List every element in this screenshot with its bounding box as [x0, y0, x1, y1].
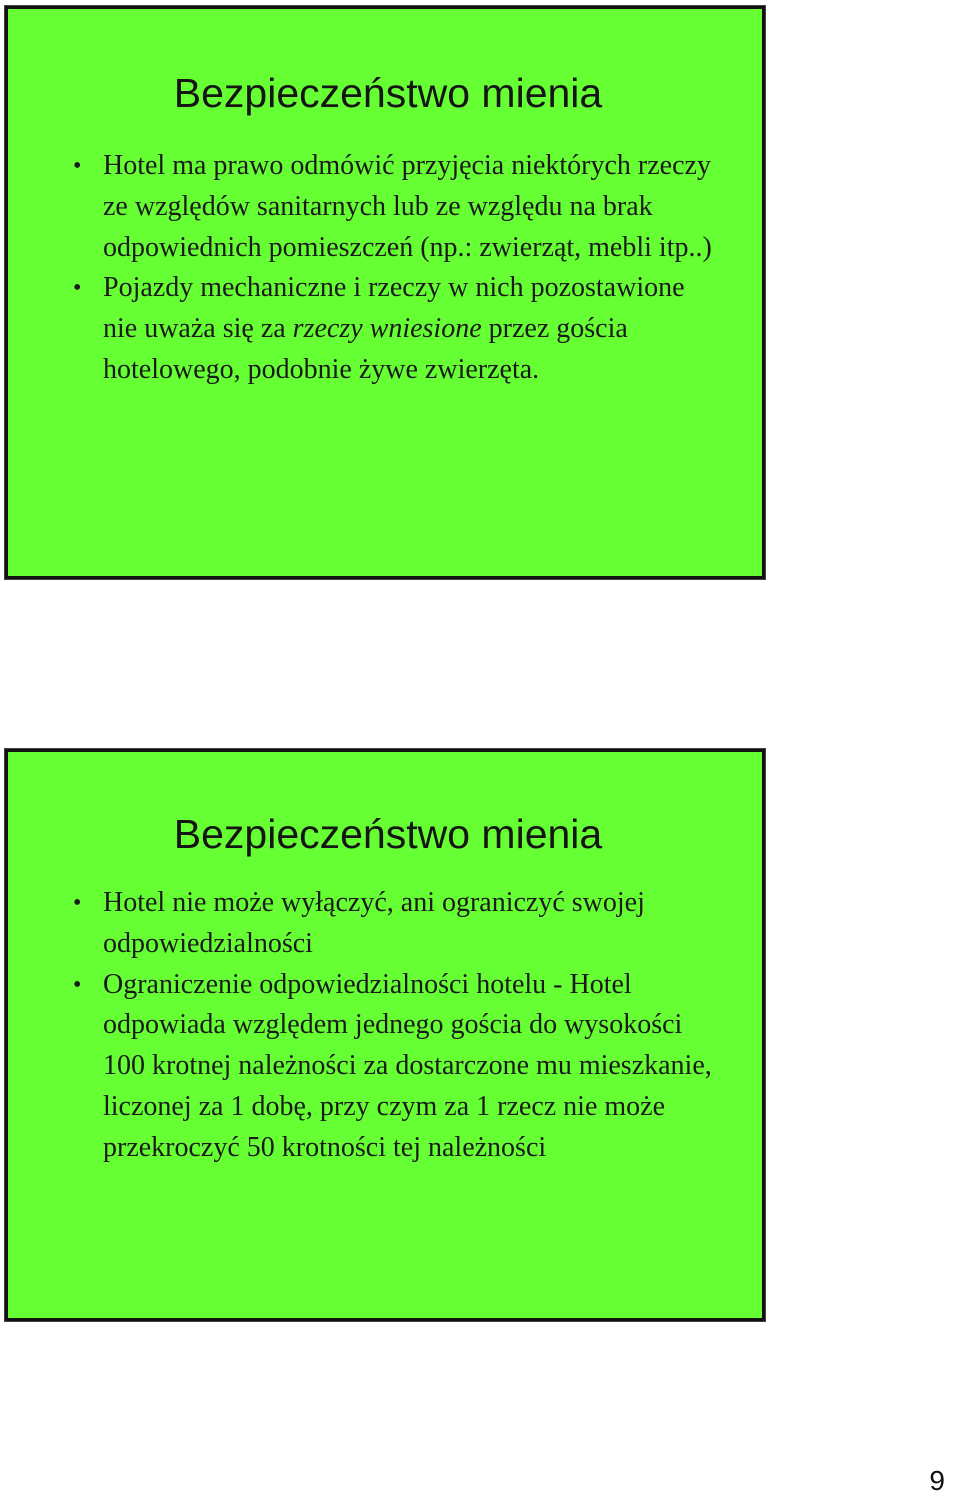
bullet-icon: • — [73, 971, 82, 998]
bullet-icon: • — [73, 153, 82, 179]
bullet-text: Hotel nie może wyłączyć, ani ograniczyć swojej odpowiedzialności — [103, 887, 645, 959]
list-item — [68, 268, 723, 390]
list-item — [68, 146, 723, 268]
slide-2 — [5, 749, 765, 1321]
bullet-text: Pojazdy mechaniczne i rzeczy w nich pozostawione nie uważa się za rzeczy wniesione przez gościa hotelowego, podobnie żywe zwierzęta. — [103, 272, 685, 385]
bullet-text: Ograniczenie odpowiedzialności hotelu - Hotel odpowiada względem jednego gościa do wysokości 100 krotnej należności za dostarczone mu mieszkanie, liczonej za 1 dobę, przy czym za 1 rzecz nie może przekroczyć 50 krotności tej należności — [103, 968, 712, 1163]
italic-term: rzeczy wniesione — [292, 313, 482, 345]
list-item — [68, 883, 723, 965]
slide-title: Bezpieczeństwo mienia — [173, 811, 603, 857]
bullet-icon: • — [73, 275, 82, 302]
bullet-text: Hotel ma prawo odmówić przyjęcia niektórych rzeczy ze względów sanitarnych lub ze względu na brak odpowiednich pomieszczeń (np.: zwierząt, mebli itp..) — [103, 150, 712, 263]
bullet-icon: • — [73, 890, 82, 916]
bullet-list — [68, 146, 723, 391]
page-number: 9 — [929, 1465, 945, 1496]
bullet-list — [68, 883, 723, 1169]
slide-1 — [5, 6, 765, 579]
list-item — [68, 965, 723, 1169]
slide-title: Bezpieczeństwo mienia — [173, 70, 603, 116]
